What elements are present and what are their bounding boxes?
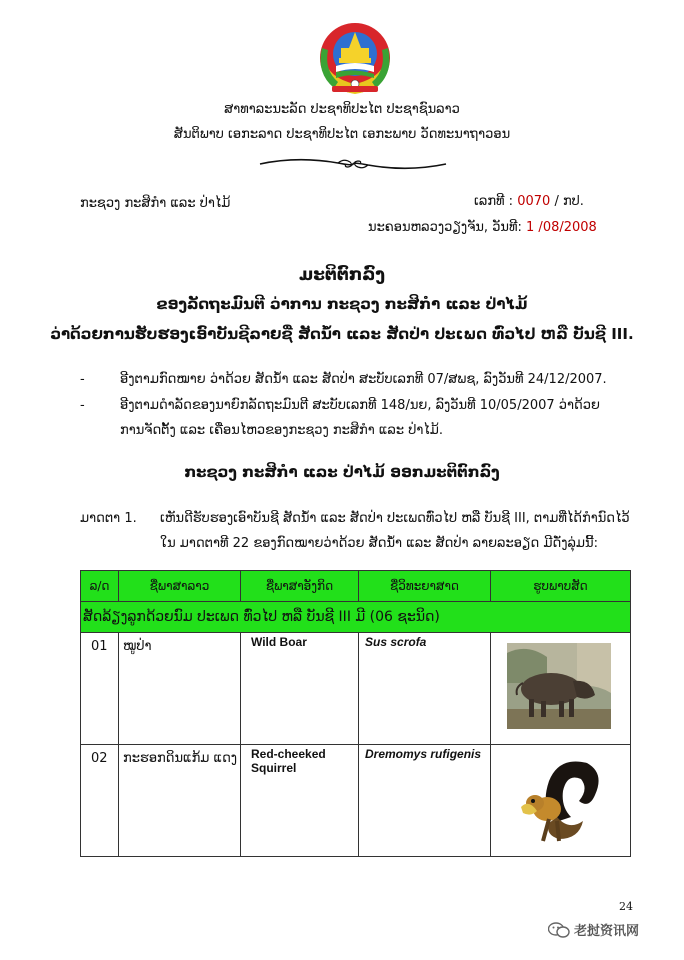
wechat-icon [548, 921, 570, 939]
article-label: ມາດຕາ 1. [80, 511, 137, 526]
header-number: ລ/ດ [81, 571, 119, 602]
section-heading: ກະຊວງ ກະສິກຳ ແລະ ປ່າໄມ້ ອອກມະຕິຕົກລົງ [184, 463, 500, 481]
date-line [368, 220, 597, 235]
row-lao-name: ໝູປ່າ [119, 633, 241, 745]
lao-emblem-icon [314, 18, 396, 96]
species-table [80, 570, 631, 857]
header-line-2: ສັນຕິພາບ ເອກະລາດ ປະຊາທິປະໄຕ ເອກະພາບ ວັດທະນາຖາວອນ [173, 127, 511, 142]
ministry-name: ກະຊວງ ກະສິກຳ ແລະ ປ່າໄມ້ [80, 196, 231, 211]
page-number: 24 [619, 900, 633, 913]
reference-2-line-1: ອີງຕາມດຳລັດຂອງນາຍົກລັດຖະມົນຕີ ສະບັບເລກທີ 148/ນຍ, ລົງວັນທີ 10/05/2007 ວ່າດ້ວຍ [120, 398, 600, 413]
wild-boar-photo [507, 643, 611, 729]
article-line-2: ໃນ ມາດຕາທີ 22 ຂອງກົດໝາຍວ່າດ້ວຍ ສັດນ້ຳ ແລະ ສັດປ່າ ລາຍລະອຽດ ມີດັ່ງລຸ່ມນີ້: [160, 536, 598, 551]
row-english-name: Wild Boar [241, 633, 359, 745]
watermark [548, 920, 639, 939]
doc-number-value: 0070 [517, 194, 551, 209]
header-scientific-name: ຊື່ວິທະຍາສາດ [359, 571, 491, 602]
header-photo: ຮູບພາບສັດ [491, 571, 631, 602]
reference-dash: - [80, 398, 85, 413]
date-label: ນະຄອນຫລວງວຽງຈັນ, ວັນທີ: [368, 220, 522, 235]
header-english-name: ຊື່ພາສາອັງກິດ [241, 571, 359, 602]
article-line-1: ເຫັນດີຮັບຮອງເອົາບັນຊີ ສັດນ້ຳ ແລະ ສັດປ່າ ປະເພດທົ່ວໄປ ຫລື ບັນຊີ III, ຕາມທີ່ໄດ້ກຳນົດໄວ້ [160, 511, 630, 526]
header-lao-name: ຊື່ພາສາລາວ [119, 571, 241, 602]
row-number: 01 [81, 633, 119, 745]
category-label: ສັດລ້ຽງລູກດ້ວຍນົມ ປະເພດ ທົ່ວໄປ ຫລື ບັນຊີ III ມີ (06 ຊະນິດ) [81, 602, 631, 633]
doc-number-suffix: / ກປ. [554, 194, 584, 209]
row-scientific-name: Dremomys rufigenis [359, 745, 491, 857]
document-subtitle-2: ວ່າດ້ວຍການຮັບຮອງເອົາບັນຊີລາຍຊື່ ສັດນ້ຳ ແລະ ສັດປ່າ ປະເພດ ທົ່ວໄປ ຫລື ບັນຊີ III. [50, 325, 634, 343]
row-number: 02 [81, 745, 119, 857]
table-row [81, 745, 631, 857]
doc-number-label: ເລກທີ : [474, 194, 514, 209]
table-category-row [81, 602, 631, 633]
row-lao-name: ກະຮອກດິນແກ້ມ ແດງ [119, 745, 241, 857]
document-subtitle-1: ຂອງລັດຖະມົນຕີ ວ່າການ ກະຊວງ ກະສິກຳ ແລະ ປ່າໄມ້ [156, 295, 528, 313]
table-header-row [81, 571, 631, 602]
row-photo-cell [491, 633, 631, 745]
ornamental-divider-icon [258, 154, 448, 174]
date-value: 1 /08/2008 [526, 220, 597, 235]
row-english-name: Red-cheeked Squirrel [241, 745, 359, 857]
row-scientific-name: Sus scrofa [359, 633, 491, 745]
table-row [81, 633, 631, 745]
header-line-1: ສາທາລະນະລັດ ປະຊາທິປະໄຕ ປະຊາຊົນລາວ [224, 102, 460, 117]
row-photo-cell [491, 745, 631, 857]
reference-2-line-2: ການຈັດຕັ້ງ ແລະ ເຄື່ອນໄຫວຂອງກະຊວງ ກະສິກຳ ແລະ ປ່າໄມ້. [120, 423, 443, 438]
reference-1-line-1: ອີງຕາມກົດໝາຍ ວ່າດ້ວຍ ສັດນ້ຳ ແລະ ສັດປ່າ ສະບັບເລກທີ 07/ສພຊ, ລົງວັນທີ 24/12/2007. [120, 372, 607, 387]
red-cheeked-squirrel-photo [509, 751, 609, 847]
reference-dash: - [80, 372, 85, 387]
watermark-text: 老挝资讯网 [574, 924, 640, 939]
document-title: ມະຕິຕົກລົງ [298, 265, 386, 285]
document-number [474, 194, 584, 209]
